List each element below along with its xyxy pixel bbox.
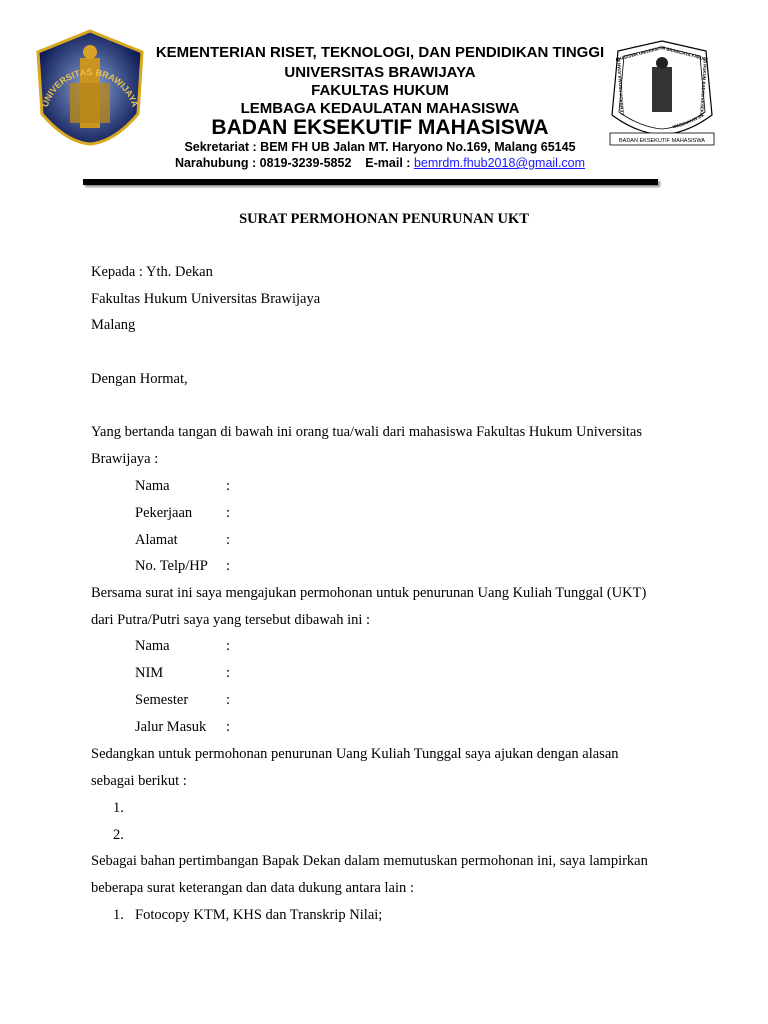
- field-label: Jalur Masuk: [135, 719, 207, 735]
- paragraph-line: beberapa surat keterangan dan data dukung antara lain :: [91, 880, 414, 896]
- field-label: Pekerjaan: [135, 505, 193, 521]
- recipient-line: Kepada : Yth. Dekan: [91, 264, 213, 280]
- faculty-name: FAKULTAS HUKUM: [311, 82, 449, 99]
- field-colon: :: [226, 478, 231, 494]
- field-label: Nama: [135, 478, 170, 494]
- bem-fakultas-hukum-logo: [604, 37, 720, 149]
- paragraph-line: sebagai berikut :: [91, 773, 187, 789]
- email-link[interactable]: bemrdm.fhub2018@gmail.com: [413, 156, 586, 170]
- field-label: Alamat: [135, 532, 178, 548]
- field-colon: :: [226, 638, 231, 654]
- reason-item: 2.: [113, 827, 124, 843]
- paragraph-line: Bersama surat ini saya mengajukan permohonan untuk penurunan Uang Kuliah Tunggal (UKT): [91, 585, 647, 601]
- contact-label: Narahubung : 0819-3239-5852 E-mail :: [174, 156, 414, 170]
- field-label: No. Telp/HP: [135, 558, 208, 574]
- address: Sekretariat : BEM FH UB Jalan MT. Haryono No.169, Malang 65145: [184, 140, 576, 154]
- university-name: UNIVERSITAS BRAWIJAYA: [284, 64, 476, 81]
- paragraph-line: Brawijaya :: [91, 451, 159, 467]
- field-colon: :: [226, 558, 231, 574]
- attachment-number: 1.: [113, 907, 124, 923]
- paragraph-line: Sedangkan untuk permohonan penurunan Uang Kuliah Tunggal saya ajukan dengan alasan: [91, 746, 619, 762]
- field-colon: :: [226, 692, 231, 708]
- letterhead-divider: [83, 179, 658, 185]
- recipient-line: Fakultas Hukum Universitas Brawijaya: [91, 291, 321, 307]
- organization-name: BADAN EKSEKUTIF MAHASISWA: [211, 116, 549, 139]
- field-colon: :: [226, 532, 231, 548]
- field-colon: :: [226, 665, 231, 681]
- field-label: Semester: [135, 692, 189, 708]
- svg-text:BADAN EKSEKUTIF MAHASISWA: BADAN EKSEKUTIF MAHASISWA: [619, 138, 705, 144]
- paragraph-line: Yang bertanda tangan di bawah ini orang tua/wali dari mahasiswa Fakultas Hukum Universitas: [91, 424, 643, 440]
- field-colon: :: [226, 505, 231, 521]
- field-label: NIM: [135, 665, 164, 681]
- field-colon: :: [226, 719, 231, 735]
- ministry-name: KEMENTERIAN RISET, TEKNOLOGI, DAN PENDIDIKAN TINGGI: [155, 44, 605, 61]
- recipient-line: Malang: [91, 317, 136, 333]
- paragraph-line: dari Putra/Putri saya yang tersebut dibawah ini :: [91, 612, 371, 628]
- letter-title: SURAT PERMOHONAN PENURUNAN UKT: [239, 211, 529, 227]
- field-label: Nama: [135, 638, 170, 654]
- institution-name: LEMBAGA KEDAULATAN MAHASISWA: [240, 100, 520, 117]
- contact-line: [150, 156, 610, 170]
- paragraph-line: Sebagai bahan pertimbangan Bapak Dekan dalam memutuskan permohonan ini, saya lampirkan: [91, 853, 648, 869]
- right-logo-text: LEMBAGA KEDAULATAN MAHASISWA UNIVERSITAS BRAWIJAYA FAKULTAS HUKUM BADAN EKSEKUTIF MAHASISWA: [614, 44, 709, 130]
- reason-item: 1.: [113, 800, 124, 816]
- greeting: Dengan Hormat,: [91, 371, 188, 387]
- left-logo-text: UNIVERSITAS BRAWIJAYA: [39, 67, 141, 109]
- universitas-brawijaya-logo: [34, 28, 146, 146]
- attachment-text: Fotocopy KTM, KHS dan Transkrip Nilai;: [135, 907, 383, 923]
